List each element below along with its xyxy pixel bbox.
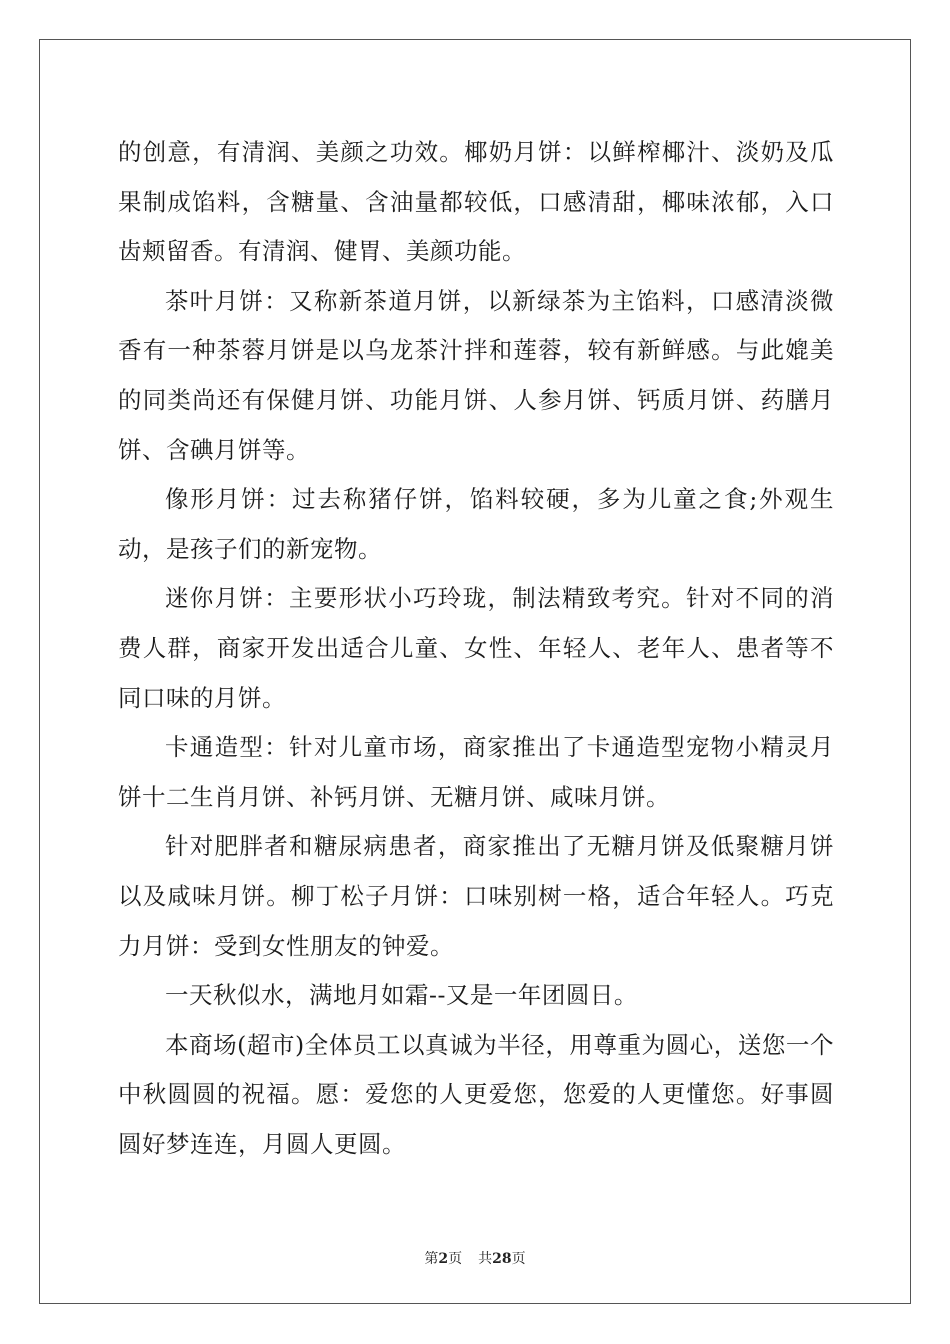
paragraph-1: 的创意，有清润、美颜之功效。椰奶月饼：以鲜榨椰汁、淡奶及瓜果制成馅料，含糖量、含油量都较低，口感清甜，椰味浓郁，入口齿颊留香。有清润、健胃、美颜功能。 xyxy=(118,138,834,266)
paragraph-7: 一天秋似水，满地月如霜--又是一年团圆日。 xyxy=(165,981,638,1010)
footer-total-unit: 页 xyxy=(511,1251,526,1267)
current-page-number: 2 xyxy=(438,1251,449,1267)
footer-page-unit: 页 xyxy=(448,1251,463,1267)
document-body xyxy=(118,128,834,1169)
paragraph-4: 迷你月饼：主要形状小巧玲珑，制法精致考究。针对不同的消费人群，商家开发出适合儿童、女性、年轻人、老年人、患者等不同口味的月饼。 xyxy=(118,584,834,712)
total-page-count: 28 xyxy=(492,1251,512,1267)
paragraph-3: 像形月饼：过去称猪仔饼，馅料较硬，多为儿童之食;外观生动，是孩子们的新宠物。 xyxy=(118,485,834,563)
paragraph-8: 本商场(超市)全体员工以真诚为半径，用尊重为圆心，送您一个中秋圆圆的祝福。愿：爱您的人更爱您，您爱的人更懂您。好事圆圆好梦连连，月圆人更圆。 xyxy=(118,1030,834,1158)
paragraph-5: 卡通造型：针对儿童市场，商家推出了卡通造型宠物小精灵月饼十二生肖月饼、补钙月饼、无糖月饼、咸味月饼。 xyxy=(118,733,834,811)
paragraph-6: 针对肥胖者和糖尿病患者，商家推出了无糖月饼及低聚糖月饼以及咸味月饼。柳丁松子月饼：口味别树一格，适合年轻人。巧克力月饼：受到女性朋友的钟爱。 xyxy=(118,832,834,960)
paragraph-2: 茶叶月饼：又称新茶道月饼，以新绿茶为主馅料，口感清淡微香有一种茶蓉月饼是以乌龙茶汁拌和莲蓉，较有新鲜感。与此媲美的同类尚还有保健月饼、功能月饼、人参月饼、钙质月饼、药膳月饼、含碘月饼等。 xyxy=(118,286,834,464)
footer-total-prefix: 共 xyxy=(478,1251,493,1267)
footer-prefix: 第 xyxy=(424,1251,439,1267)
page-footer xyxy=(0,1248,950,1268)
